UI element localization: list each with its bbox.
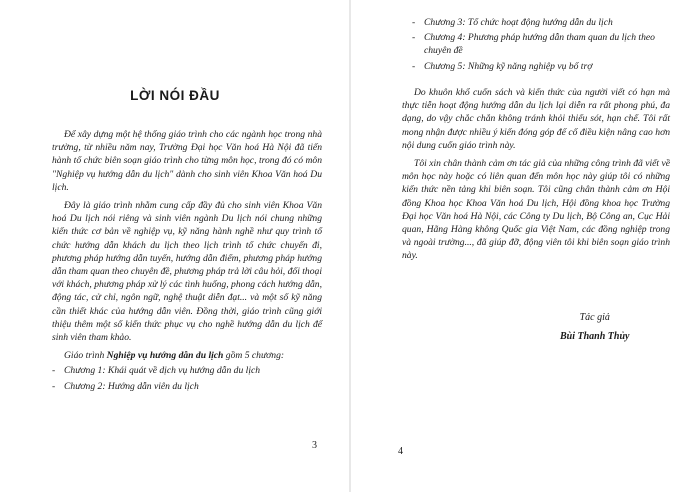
signature-block	[560, 312, 629, 342]
chapter-item: - Chương 3: Tổ chức hoạt động hướng dẫn du lịch	[412, 16, 672, 29]
page-number-right: 4	[398, 446, 403, 457]
chapter-intro	[52, 349, 322, 362]
page-title: LỜI NÓI ĐẦU	[130, 88, 220, 103]
chapter-item: - Chương 5: Những kỹ năng nghiệp vụ bổ trợ	[412, 60, 672, 73]
intro-before: Giáo trình	[64, 350, 107, 362]
signature-name: Bùi Thanh Thủy	[560, 331, 630, 342]
paragraph: Tôi xin chân thành cảm ơn tác giả của những công trình đã viết về môn học này hoặc có liên quan đến môn học này giúp tôi có những kiến thức nền tảng khi biên soạn. Tôi cũng chân thành cảm ơn Hội đồng Khoa học Khoa Văn hoá Du lịch, Hội đồng khoa học Trường Đại học Văn hoá Hà Nội, các Công ty Du lịch, Bộ Công an, Cục Hải quan, Hãng Hàng không Quốc gia Việt Nam, các đồng nghiệp trong và ngoài trường..., đã giúp đỡ, động viên tôi khi biên soạn giáo trình này.	[402, 158, 671, 262]
book-title: Nghiệp vụ hướng dẫn du lịch	[106, 350, 224, 362]
paragraph: Đây là giáo trình nhằm cung cấp đầy đủ cho sinh viên Khoa Văn hoá Du lịch nói riêng và sinh viên ngành Du lịch nói chung những kiến thức cơ bản về nghiệp vụ, kỹ năng hành nghề như quy trình tổ chức hướng dẫn khách du lịch theo lịch trình tổ chức chuyến đi, phương pháp hướng dẫn tuyến, hướng dẫn điểm, phương pháp hướng dẫn tham quan theo chuyên đề, phương pháp trả lời câu hỏi, đối thoại với khách, phương pháp xử lý các tình huống, phong cách hướng dẫn, động tác, cử chỉ, ngôn ngữ, nghệ thuật diễn đạt... và một số kỹ năng cần thiết khác của hướng dẫn viên. Đồng thời, giáo trình cũng giới thiệu thêm một số kiến thức phục vụ cho nghề hướng dẫn du lịch để sinh viên tham khảo.	[52, 200, 322, 344]
signature-role: Tác giả	[579, 312, 610, 323]
chapter-item: - Chương 2: Hướng dẫn viên du lịch	[52, 380, 322, 393]
book-gutter	[349, 0, 351, 492]
chapter-item: - Chương 4: Phương pháp hướng dẫn tham quan du lịch theo chuyên đề	[412, 31, 672, 57]
left-chapter-list	[52, 364, 322, 392]
chapter-item: - Chương 1: Khái quát về dịch vụ hướng dẫn du lịch	[52, 364, 322, 377]
page-number-left: 3	[312, 440, 317, 451]
intro-after: gồm 5 chương:	[223, 350, 285, 362]
paragraph: Để xây dựng một hệ thống giáo trình cho các ngành học trong nhà trường, từ nhiều năm nay, Trường Đại học Văn hoá Hà Nội đã tiến hành tổ chức biên soạn giáo trình cho từng môn học, trong đó có môn "Nghiệp vụ hướng dẫn du lịch" dành cho sinh viên Khoa Văn hoá Du lịch.	[52, 129, 322, 193]
right-chapter-list	[412, 16, 672, 75]
right-body-text	[402, 86, 670, 263]
paragraph: Do khuôn khổ cuốn sách và kiến thức của người viết có hạn mà thực tiễn hoạt động hướng dẫn du lịch lại diễn ra rất phong phú, đa dạng, do vậy chắc chắn không tránh khỏi thiếu sót, hạn chế. Tôi rất mong nhận được nhiều ý kiến đóng góp để cố điều kiện nâng cao hơn nội dung cuốn giáo trình này.	[402, 87, 670, 151]
left-body-text	[52, 128, 322, 395]
